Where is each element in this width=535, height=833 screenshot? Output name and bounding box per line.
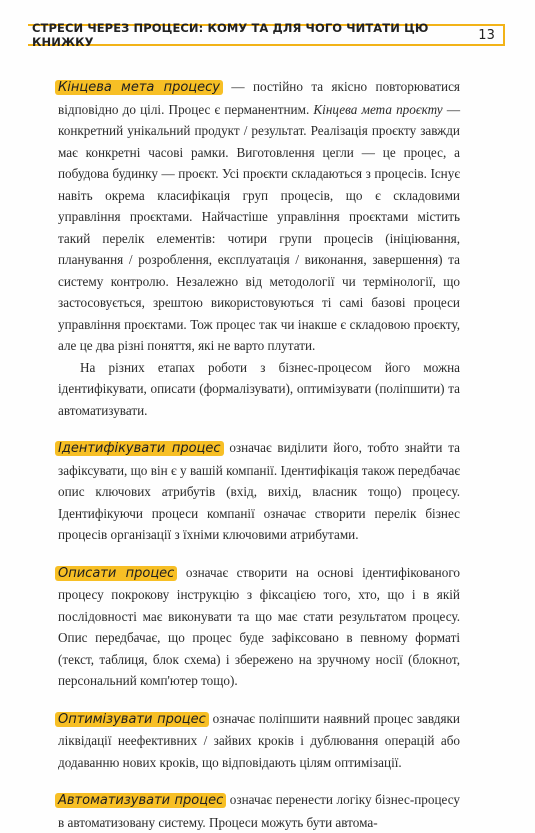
definition-paragraph-automate (58, 789, 460, 833)
definition-paragraph-identify (58, 437, 460, 546)
paragraph-text: означає поліпшити наявний процес завдяки ліквідації неефективних / зайвих кроків і дублювання операцій або додаванню нових кроків, що відповідають цілям оптимізації. (58, 710, 460, 770)
definition-paragraph-describe (58, 562, 460, 692)
paragraph-text: — конкретний унікальний продукт / результат. Реалізація проєкту завжди має конкретні часові рамки. Виготовлення цегли — це процес, а побудова будинку — проєкт. Усі проєкти складаються з процесів. Існує навіть окрема класифікація груп процесів, що є складовими управління проєктами. Найчастіше управління проєктами містить такий перелік елементів: чотири групи процесів (ініціювання, планування / розроблення, експлуатація / виконання, завершення) та систему контролю. Незалежно від методології чи термінології, що застосовується, зрештою використовуються ті самі базові процеси управління проєктами. Тож процес так чи інакше є складовою проєкту, але це два різні поняття, які не варто плутати. (58, 101, 461, 353)
highlighted-term: Оптимізувати процес (55, 712, 209, 727)
paragraph: На різних етапах роботи з бізнес-процесом його можна ідентифікувати, описати (формалізувати), оптимізувати (поліпшити) та автоматизувати. (58, 359, 460, 418)
paragraph-text: означає перенести логіку бізнес-процесу в автоматизовану систему. Процеси можуть бути автома- (58, 792, 460, 830)
definition-paragraph-optimize (58, 708, 460, 774)
highlighted-term: Описати процес (55, 566, 177, 581)
running-header-title: СТРЕСИ ЧЕРЕЗ ПРОЦЕСИ: КОМУ ТА ДЛЯ ЧОГО ЧИТАТИ ЦЮ КНИЖКУ (32, 21, 429, 49)
italic-term: Кінцева мета проєкту (313, 101, 443, 117)
paragraph-text: — постійно та якісно повторюватися відповідно до цілі. Процес є перманентним. (58, 79, 460, 117)
running-header (28, 21, 505, 49)
page-body (58, 76, 460, 833)
definition-paragraph-goal (58, 76, 460, 357)
paragraph-text: означає виділити його, тобто знайти та зафіксувати, що він є у вашій компанії. Ідентифікація також передбачає опис ключових атрибутів (вхід, вихід, власник тощо) процесу. Ідентифікуючи процеси компанії означає створити перелік бізнес процесів організації з їхніми ключовими атрибутами. (58, 440, 460, 542)
highlighted-term: Автоматизувати процес (55, 793, 226, 808)
paragraph-text: означає створити на основі ідентифікованого процесу покрокову інструкцію з фіксацією того, хто, що і в якій послідовності має виконувати та що має стати результатом процесу. Опис передбачає, що процес буде зафіксовано в певному форматі (текст, таблиця, блок схема) і збережено на зручному носії (блокнот, персональний комп'ютер тощо). (58, 564, 460, 688)
highlighted-term: Ідентифікувати процес (55, 441, 224, 456)
page-number: 13 (478, 27, 495, 43)
highlighted-term: Кінцева мета процесу (55, 80, 223, 95)
